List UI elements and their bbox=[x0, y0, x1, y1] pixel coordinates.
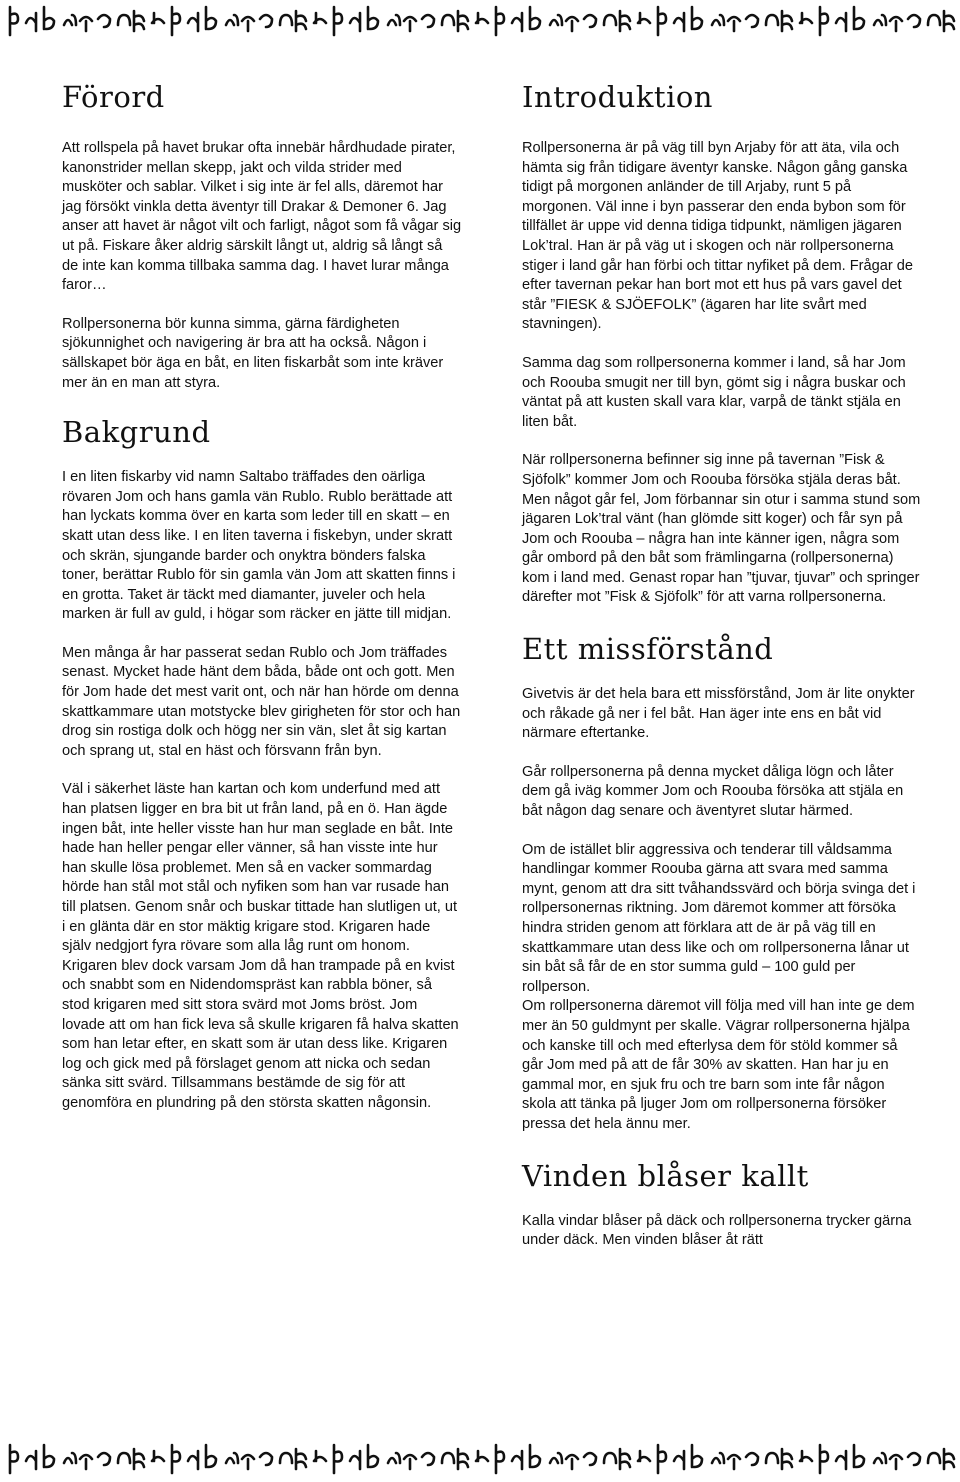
rune-glyph bbox=[944, 11, 954, 31]
rune-glyph bbox=[746, 1453, 758, 1465]
rune-glyph bbox=[172, 7, 180, 35]
paragraph-introduktion-3: När rollpersonerna befinner sig inne på tavernan ”Fisk & Sjöfolk” kommer Jom och Roouba försöka stjäla deras båt. Men något går fel, Jom förbannar sin otur i samma stund som jägaren Lok’tral vänt (han glömde sitt koger) och får syn på Jom och Roouba – några han inte känner igen, några som går ombord på den båt som främlingarna (rollpersonerna) kom i land med. Genast ropar han ”tjuvar, tjuvar” och springer därefter mot ”Fisk & Sjöfolk” för att varna rollpersonerna. bbox=[522, 452, 921, 606]
rune-glyph bbox=[442, 15, 454, 25]
paragraph-bakgrund-1: I en liten fiskarby vid namn Saltabo träffades den oärliga rövaren Jom och hans gamla vän Rublo. Rublo berättade att han lyckats komma över en karta som leder till en skatt – en skatt utan dess like. I en liten taverna i fiskebyn, under skratt och skrän, sjungande barder och onyktra bönders falska toner, berättar Rublo för sin gamla vän Jom att skatten finns i en grotta. Taket är täckt med diamanter, juveler och hela marken är full av guld, i högar som räcker en jätte till midjan. bbox=[62, 469, 456, 623]
rune-glyph bbox=[908, 1453, 920, 1465]
paragraph-missforstand-3: Om de istället blir aggressiva och tenderar till våldsamma handlingar kommer Roouba gärna att svara med samma mynt, genom att dra sitt tvåhandssvärd och börja svinga det i rollpersonernas riktning. Jom däremot kommer att försöka hindra striden genom att förklara att de är på väg till en skattkammare utan dess like och om rollpersonerna lånar ut sin båt så får de en stor summa guld – 100 guld per rollperson. bbox=[522, 841, 916, 995]
rune-glyph bbox=[638, 1451, 650, 1461]
rune-glyph bbox=[152, 1451, 164, 1461]
heading-missforstand: Ett missförstånd bbox=[522, 632, 774, 667]
rune-glyph bbox=[712, 1453, 724, 1463]
rune-glyph bbox=[620, 11, 630, 31]
rune-glyph bbox=[566, 17, 578, 31]
rune-glyph bbox=[44, 1445, 54, 1467]
rune-glyph bbox=[928, 15, 940, 25]
rune-glyph bbox=[280, 15, 292, 25]
rune-glyph bbox=[10, 1445, 18, 1473]
rune-glyph bbox=[422, 15, 434, 27]
rune-glyph bbox=[658, 7, 666, 35]
paragraph-forord-1: Att rollspela på havet brukar ofta innebär hårdhudade pirater, kanonstrider mellan skepp, jakt och vilda strider med musköter och sablar. Vilket i sig inte är fel alls, däremot har jag försökt vinkla detta äventyr till Drakar & Demoner 6. Jag anser att havet är något vilt och farligt, något som få vågar sig ut på. Fiskare åker aldrig särskilt långt ut, aldrig så långt så de inte kan komma tillbaka samma dag. I havet lurar många faror… bbox=[62, 140, 462, 294]
rune-glyph bbox=[206, 7, 216, 29]
rune-glyph bbox=[620, 1449, 630, 1469]
rune-glyph bbox=[658, 1445, 666, 1473]
rune-glyph bbox=[890, 17, 902, 31]
rune-glyph bbox=[260, 1453, 272, 1465]
rune-glyph bbox=[280, 1453, 292, 1463]
rune-glyph bbox=[530, 7, 540, 29]
rune-glyph bbox=[172, 1445, 180, 1473]
paragraph-missforstand-1: Givetvis är det hela bara ett missförstånd, Jom är lite onykter och råkade gå ner i fel båt. Han äger inte ens en båt vid närmare eftertanke. bbox=[522, 686, 915, 742]
rune-glyph bbox=[512, 13, 522, 31]
rune-glyph bbox=[476, 13, 488, 23]
rune-glyph bbox=[766, 1453, 778, 1463]
rune-glyph bbox=[674, 13, 684, 31]
rune-glyph bbox=[442, 1453, 454, 1463]
rune-glyph bbox=[334, 7, 342, 35]
rune-glyph bbox=[550, 1453, 562, 1463]
rune-glyph bbox=[638, 13, 650, 23]
left-column bbox=[62, 80, 462, 1114]
decorative-rune-border-top bbox=[0, 0, 960, 40]
rune-glyph bbox=[98, 1453, 110, 1465]
rune-glyph bbox=[80, 1455, 92, 1469]
rune-glyph bbox=[226, 1453, 238, 1463]
rune-glyph bbox=[334, 1445, 342, 1473]
rune-glyph bbox=[836, 13, 846, 31]
rune-glyph bbox=[874, 1453, 886, 1463]
heading-bakgrund: Bakgrund bbox=[62, 415, 211, 450]
rune-glyph bbox=[422, 1453, 434, 1465]
rune-glyph bbox=[368, 7, 378, 29]
rune-glyph bbox=[134, 11, 144, 31]
rune-glyph bbox=[800, 13, 812, 23]
rune-glyph bbox=[26, 1451, 36, 1469]
rune-glyph bbox=[766, 15, 778, 25]
rune-glyph bbox=[800, 1451, 812, 1461]
rune-glyph bbox=[26, 13, 36, 31]
rune-glyph bbox=[134, 1449, 144, 1469]
rune-glyph bbox=[512, 1451, 522, 1469]
rune-glyph bbox=[404, 17, 416, 31]
rune-glyph bbox=[206, 1445, 216, 1467]
rune-glyph bbox=[350, 13, 360, 31]
rune-glyph bbox=[226, 15, 238, 25]
paragraph-introduktion-1: Rollpersonerna är på väg till byn Arjaby för att äta, vila och hämta sig från tidigare äventyr kanske. Någon gång ganska tidigt på morgonen anländer de till Arjaby, runt 5 på morgonen. Väl inne i byn passerar den enda bybon som för tillfället är uppe vid denna tidiga tidpunkt, nämligen jägaren Lok’tral. Han är på väg ut i skogen och när rollpersonerna stiger i land går han förbi och tittar nyfiket på dem. Frågar de efter tavernan pekar han bort mot ett hus på vars gavel det står ”FIESK & SJÖEFOLK” (ägaren har lite svårt med stavningen). bbox=[522, 140, 913, 333]
rune-glyph bbox=[476, 1451, 488, 1461]
rune-glyph bbox=[188, 13, 198, 31]
paragraph-bakgrund-2: Men många år har passerat sedan Rublo och Jom träffades senast. Mycket hade hänt dem båda, både ont och gott. Men för Jom hade det mest varit ont, och när han hörde om denna skattkammare utan motstycke blev girigheten för stor och han drog sin rostiga dolk och högg ner sin vän, slet åt sig kartan och sprang ut, stal en häst och försvann från byn. bbox=[62, 644, 461, 759]
decorative-rune-border-bottom bbox=[0, 1438, 960, 1478]
rune-glyph bbox=[728, 1455, 740, 1469]
heading-forord: Förord bbox=[62, 80, 165, 114]
rune-glyph bbox=[674, 1451, 684, 1469]
rune-glyph bbox=[10, 7, 18, 35]
heading-vinden: Vinden blåser kallt bbox=[522, 1158, 809, 1193]
rune-glyph bbox=[820, 7, 828, 35]
rune-glyph bbox=[692, 7, 702, 29]
rune-glyph bbox=[188, 1451, 198, 1469]
rune-glyph bbox=[64, 1453, 76, 1463]
rune-glyph bbox=[260, 15, 272, 27]
rune-glyph bbox=[314, 1451, 326, 1461]
rune-glyph bbox=[566, 1455, 578, 1469]
rune-glyph bbox=[854, 1445, 864, 1467]
rune-glyph bbox=[388, 1453, 400, 1463]
rune-glyph bbox=[496, 1445, 504, 1473]
rune-glyph bbox=[712, 15, 724, 25]
rune-glyph bbox=[928, 1453, 940, 1463]
rune-glyph bbox=[944, 1449, 954, 1469]
rune-glyph bbox=[44, 7, 54, 29]
heading-introduktion: Introduktion bbox=[522, 80, 713, 114]
rune-glyph bbox=[550, 15, 562, 25]
paragraph-introduktion-2: Samma dag som rollpersonerna kommer i land, så har Jom och Roouba smugit ner till byn, gömt sig i några buskar och väntat på att kusten skall vara klar, varpå de tänkt stjäla en liten båt. bbox=[522, 354, 906, 430]
rune-glyph bbox=[782, 1449, 792, 1469]
rune-glyph bbox=[64, 15, 76, 25]
paragraph-bakgrund-3: Väl i säkerhet läste han kartan och kom underfund med att han platsen ligger en bra bit ut från land, på en ö. Han ägde ingen båt, inte heller visste han hur man seglade en båt. Inte hade han heller pengar eller vänner, så han visste inte hur han skulle lösa problemet. Men så en vacker sommardag hörde han stål mot stål och nyfiken som han var rusade han till platsen. Genom snår och buskar tittade han slutligen ut, ut i en glänta där en stor mäktig krigare stod. Krigaren hade själv nedgjort fyra rövare som alla låg runt om honom. Krigaren blev dock varsam Jom då han trampade på en kvist och snabbt som en Nidendomspräst kan rabbla böner, så stod krigaren med sitt stora svärd mot Joms bröst. Jom lovade att om han fick leva så skulle krigaren få halva skatten som han letar efter, en skatt som är utan dess like. Krigaren log och gick med på förslaget genom att nicka och sedan sänka sitt svärd. Tillsammans bestämde de sig för att genomföra en plundring på den största skatten någonsin. bbox=[62, 781, 459, 1111]
rune-glyph bbox=[296, 11, 306, 31]
rune-glyph bbox=[118, 15, 130, 25]
rune-glyph bbox=[350, 1451, 360, 1469]
rune-glyph bbox=[746, 15, 758, 27]
rune-glyph bbox=[530, 1445, 540, 1467]
rune-glyph bbox=[496, 7, 504, 35]
paragraph-missforstand-4: Om rollpersonerna däremot vill följa med vill han inte ge dem mer än 50 guldmynt per skalle. Vägrar rollpersonerna hjälpa och kanske till och med efterlysa dem för stöld kommer så går Jom med på att de får 30% av skatten. Han har ju en gammal mor, en sjuk fru och tre barn som inte får någon skola att tänka på ljuger Jom om rollpersonerna försöker pressa det hela ännu mer. bbox=[522, 998, 915, 1132]
rune-glyph bbox=[782, 11, 792, 31]
rune-glyph bbox=[890, 1455, 902, 1469]
rune-glyph bbox=[820, 1445, 828, 1473]
rune-glyph bbox=[314, 13, 326, 23]
rune-glyph bbox=[604, 1453, 616, 1463]
rune-glyph bbox=[80, 17, 92, 31]
rune-glyph bbox=[368, 1445, 378, 1467]
rune-glyph bbox=[584, 15, 596, 27]
paragraph-missforstand-2: Går rollpersonerna på denna mycket dåliga lögn och låter dem gå iväg kommer Jom och Roouba försöka att stjäla en båt någon dag senare och äventyret slutar härmed. bbox=[522, 763, 904, 820]
rune-glyph bbox=[98, 15, 110, 27]
rune-glyph bbox=[908, 15, 920, 27]
rune-glyph bbox=[296, 1449, 306, 1469]
rune-glyph bbox=[692, 1445, 702, 1467]
paragraph-vinden-1: Kalla vindar blåser på däck och rollpersonerna trycker gärna under däck. Men vinden blåser åt rätt bbox=[522, 1212, 912, 1249]
rune-glyph bbox=[874, 15, 886, 25]
rune-glyph bbox=[604, 15, 616, 25]
rune-glyph bbox=[728, 17, 740, 31]
paragraph-forord-2: Rollpersonerna bör kunna simma, gärna färdigheten sjökunnighet och navigering är bra att ha också. Någon i sällskapet bör äga en båt, en liten fiskarbåt som inte kräver mer än en man att styra. bbox=[62, 315, 444, 391]
rune-glyph bbox=[458, 11, 468, 31]
rune-glyph bbox=[152, 13, 164, 23]
rune-glyph bbox=[854, 7, 864, 29]
right-column bbox=[522, 80, 922, 1251]
rune-glyph bbox=[242, 1455, 254, 1469]
rune-glyph bbox=[458, 1449, 468, 1469]
rune-glyph bbox=[836, 1451, 846, 1469]
rune-glyph bbox=[388, 15, 400, 25]
rune-glyph bbox=[118, 1453, 130, 1463]
rune-glyph bbox=[404, 1455, 416, 1469]
rune-glyph bbox=[242, 17, 254, 31]
rune-glyph bbox=[584, 1453, 596, 1465]
